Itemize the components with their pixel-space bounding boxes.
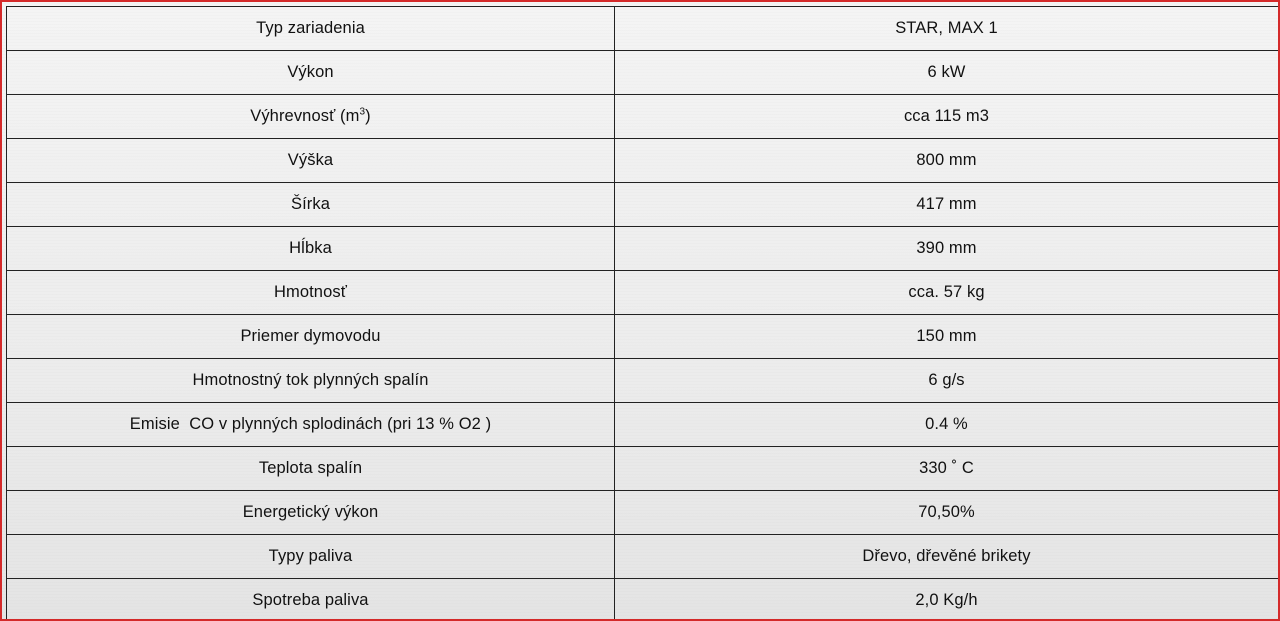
table-row (7, 359, 1279, 403)
param-cell: Hĺbka (7, 227, 615, 271)
table-row (7, 51, 1279, 95)
param-cell: Šírka (7, 183, 615, 227)
value-cell: 150 mm (615, 315, 1279, 359)
table-row (7, 491, 1279, 535)
param-text: Výhrevnosť (m (250, 107, 360, 125)
param-cell: Výška (7, 139, 615, 183)
table-row (7, 183, 1279, 227)
value-cell: 0.4 % (615, 403, 1279, 447)
table-row (7, 7, 1279, 51)
table-row (7, 95, 1279, 139)
param-cell: Hmotnostný tok plynných spalín (7, 359, 615, 403)
table-row (7, 403, 1279, 447)
value-cell: STAR, MAX 1 (615, 7, 1279, 51)
table-row (7, 535, 1279, 579)
param-cell: Výkon (7, 51, 615, 95)
value-cell: 6 kW (615, 51, 1279, 95)
param-cell (7, 95, 615, 139)
table-row (7, 579, 1279, 621)
value-cell: Dřevo, dřevěné brikety (615, 535, 1279, 579)
table-row (7, 315, 1279, 359)
table-row (7, 271, 1279, 315)
spec-table (6, 6, 1279, 621)
param-cell: Typ zariadenia (7, 7, 615, 51)
table-row (7, 139, 1279, 183)
value-cell: 417 mm (615, 183, 1279, 227)
value-cell: 800 mm (615, 139, 1279, 183)
param-cell: Energetický výkon (7, 491, 615, 535)
value-cell: cca. 57 kg (615, 271, 1279, 315)
param-cell: Teplota spalín (7, 447, 615, 491)
param-cell: Typy paliva (7, 535, 615, 579)
param-cell: Priemer dymovodu (7, 315, 615, 359)
param-cell: Hmotnosť (7, 271, 615, 315)
table-row (7, 447, 1279, 491)
value-cell: 390 mm (615, 227, 1279, 271)
value-cell: 6 g/s (615, 359, 1279, 403)
param-suffix: ) (365, 107, 371, 125)
value-cell: 2,0 Kg/h (615, 579, 1279, 621)
superscript: 3 (359, 106, 366, 118)
value-cell: 330 ˚ C (615, 447, 1279, 491)
table-row (7, 227, 1279, 271)
value-cell: cca 115 m3 (615, 95, 1279, 139)
param-cell: Emisie CO v plynných splodinách (pri 13 % O2 ) (7, 403, 615, 447)
value-cell: 70,50% (615, 491, 1279, 535)
param-cell: Spotreba paliva (7, 579, 615, 621)
